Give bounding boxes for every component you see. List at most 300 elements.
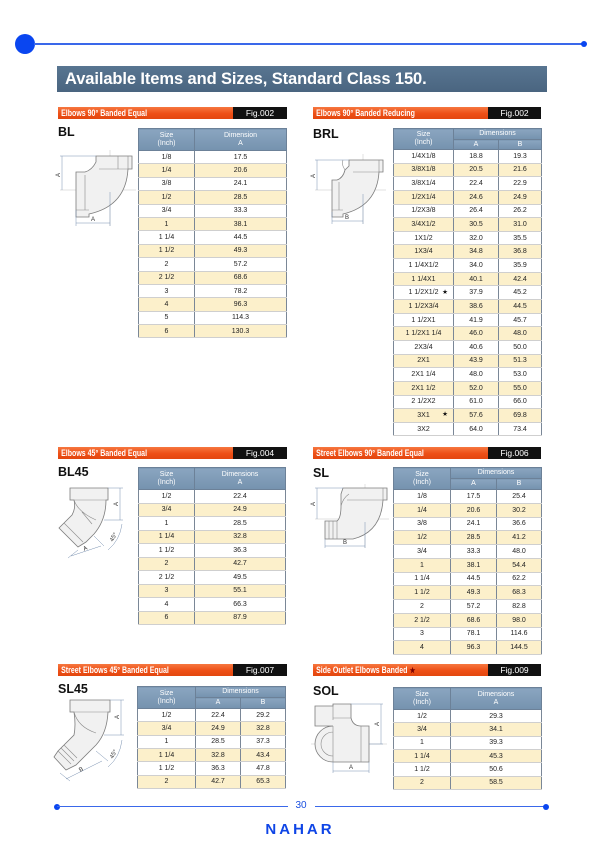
size-cell <box>139 217 195 230</box>
table-row <box>139 530 286 544</box>
dimension-a-cell: 44.5 <box>195 231 287 244</box>
dimension-header: Dimensions <box>196 687 286 698</box>
table-row <box>394 327 542 341</box>
size-cell <box>139 244 195 257</box>
dimension-header <box>195 468 286 490</box>
size-value: 1 1/2X3/4 <box>408 302 439 310</box>
size-cell <box>394 340 454 354</box>
dimension-a-cell: 24.9 <box>196 722 241 735</box>
dimension-label-a: A <box>375 721 381 727</box>
table-row <box>139 557 286 571</box>
table-row <box>394 368 542 382</box>
size-cell <box>394 572 451 586</box>
table-row <box>138 722 286 735</box>
dimension-a-cell: 49.3 <box>195 244 287 257</box>
dimension-a-cell: 24.1 <box>195 177 287 190</box>
section-title <box>313 107 488 119</box>
size-cell <box>394 763 451 776</box>
dimension-header-label: Dimensions <box>477 690 515 698</box>
size-cell <box>394 368 454 382</box>
size-value: 1/4 <box>417 506 427 514</box>
dimension-header <box>195 129 287 151</box>
size-value: 5 <box>164 314 169 322</box>
dimension-label-a: A <box>311 173 317 179</box>
section-title-text: Elbows 45° Banded Equal <box>61 448 148 458</box>
dimension-label-a: A <box>348 765 354 771</box>
table-row <box>394 204 542 218</box>
size-value: 3/8 <box>161 180 172 188</box>
table-row <box>139 311 287 324</box>
footer-rule-line <box>315 806 546 807</box>
size-cell <box>139 191 195 204</box>
size-header <box>139 129 195 151</box>
dimension-label-a: A <box>114 501 120 507</box>
table-row <box>139 490 286 504</box>
size-cell <box>139 544 195 558</box>
angle-label: 45° <box>109 532 120 543</box>
section-title <box>58 664 233 676</box>
table-row <box>394 736 542 749</box>
table-row <box>138 748 286 761</box>
table-row <box>394 286 542 300</box>
table-row <box>139 151 287 164</box>
size-cell <box>138 748 196 761</box>
dimension-a-cell: 38.6 <box>454 300 499 314</box>
table-row <box>139 164 287 177</box>
dimension-a-cell: 96.3 <box>451 641 497 655</box>
size-cell <box>394 381 454 395</box>
dimension-a-cell: 58.5 <box>451 776 542 789</box>
size-value: 3/4 <box>161 207 172 215</box>
table-row <box>138 709 286 722</box>
dimension-a-cell: 46.0 <box>454 327 499 341</box>
elbow-outline <box>76 156 132 217</box>
size-cell <box>139 571 195 585</box>
dimension-a-cell: 28.5 <box>195 191 287 204</box>
section-title-text: Street Elbows 45° Banded Equal <box>61 665 169 675</box>
dimension-a-cell: 43.9 <box>454 354 499 368</box>
table-row <box>394 545 542 559</box>
size-cell <box>394 558 451 572</box>
size-value: 1/2 <box>161 711 172 719</box>
size-value: 1 <box>420 739 424 747</box>
table-row <box>394 340 542 354</box>
dimension-header-label: Dimensions <box>221 470 259 478</box>
dimension-b-cell: 24.9 <box>499 190 542 204</box>
table-row <box>394 245 542 259</box>
dimension-a-cell: 78.1 <box>451 627 497 641</box>
dimension-a-cell: 24.6 <box>454 190 499 204</box>
size-value: 1/2X1/4 <box>411 193 436 201</box>
size-cell <box>139 325 195 338</box>
dimension-b-cell: 35.9 <box>499 259 542 273</box>
dimension-b-cell: 37.3 <box>241 735 286 748</box>
size-value: 3/4 <box>417 547 427 555</box>
table-row <box>394 776 542 789</box>
dimension-b-cell: 82.8 <box>497 600 542 614</box>
star-icon: ★ <box>442 288 448 296</box>
size-cell <box>139 284 195 297</box>
dimension-a-cell: 38.1 <box>195 217 287 230</box>
dimension-a-header: A <box>451 479 497 490</box>
size-value: 1/4 <box>161 167 172 175</box>
street-elbow-90-diagram <box>313 482 391 550</box>
size-cell <box>139 517 195 531</box>
size-cell <box>138 709 196 722</box>
dimension-b-cell: 114.6 <box>497 627 542 641</box>
table-row <box>394 313 542 327</box>
size-unit-label: (Inch) <box>157 478 176 486</box>
size-cell <box>139 204 195 217</box>
table-row <box>394 572 542 586</box>
dimension-b-header: B <box>241 698 286 709</box>
table-row <box>139 544 286 558</box>
dimension-a-cell: 17.5 <box>195 151 287 164</box>
dimension-a-cell: 42.7 <box>195 557 286 571</box>
dimension-b-cell: 43.4 <box>241 748 286 761</box>
dimension-b-cell: 32.8 <box>241 722 286 735</box>
size-value: 6 <box>164 614 169 622</box>
size-cell <box>139 258 195 271</box>
dimension-b-header: B <box>497 479 542 490</box>
dimension-a-cell: 32.8 <box>196 748 241 761</box>
product-code: BL <box>58 125 75 139</box>
size-value: 1 1/4 <box>414 752 430 760</box>
size-cell <box>139 151 195 164</box>
size-cell <box>394 272 454 286</box>
dimension-b-cell: 44.5 <box>499 300 542 314</box>
size-header-label: Size <box>159 689 174 697</box>
section-bar-sol <box>313 664 541 676</box>
size-value: 3X2 <box>417 425 430 433</box>
dimension-label-a: A <box>56 172 62 178</box>
size-header <box>394 129 454 150</box>
street-elbow-45-diagram <box>52 695 130 785</box>
dimension-a-cell: 68.6 <box>195 271 287 284</box>
table-row <box>139 503 286 517</box>
dimension-b-cell: 55.0 <box>499 381 542 395</box>
product-code: BRL <box>313 127 339 141</box>
size-cell <box>138 775 196 788</box>
dimension-a-cell: 64.0 <box>454 422 499 436</box>
size-value: 1 1/4X1/2 <box>408 261 439 269</box>
section-bar-brl <box>313 107 541 119</box>
size-cell <box>139 164 195 177</box>
size-value: 1/2 <box>161 193 172 201</box>
size-value: 1 <box>164 220 169 228</box>
table-row <box>139 177 287 190</box>
dimension-table-sol <box>393 687 542 790</box>
dimension-a-cell: 49.3 <box>451 586 497 600</box>
dimension-a-header: A <box>238 139 243 147</box>
dimension-a-cell: 17.5 <box>451 490 497 504</box>
table-row <box>394 710 542 723</box>
size-cell <box>394 150 454 164</box>
dimension-a-cell: 44.5 <box>451 572 497 586</box>
size-value: 3/4 <box>161 506 172 514</box>
dimension-b-cell: 19.3 <box>499 150 542 164</box>
size-cell <box>139 584 195 598</box>
size-value: 1 1/4 <box>158 234 175 242</box>
section-bar-sl45 <box>58 664 287 676</box>
size-value: 1 1/2 <box>158 247 175 255</box>
size-value: 4 <box>164 600 169 608</box>
table-row <box>394 422 542 436</box>
dimension-b-cell: 22.9 <box>499 177 542 191</box>
dimension-a-cell: 42.7 <box>196 775 241 788</box>
dimension-a-cell: 39.3 <box>451 736 542 749</box>
size-value: 1/2 <box>417 712 427 720</box>
table-row <box>394 586 542 600</box>
size-value: 4 <box>420 644 424 652</box>
footer-rule-line <box>57 806 288 807</box>
table-row <box>394 749 542 762</box>
dimension-b-cell: 65.3 <box>241 775 286 788</box>
dimension-b-cell: 47.8 <box>241 762 286 775</box>
size-value: 1 1/2 <box>158 764 175 772</box>
dimension-table-brl <box>393 128 542 436</box>
table-row <box>394 613 542 627</box>
size-cell <box>394 177 454 191</box>
table-row <box>139 217 287 230</box>
size-header <box>139 468 195 490</box>
table-row <box>394 409 542 423</box>
dimension-header-label: Dimension <box>223 131 258 139</box>
size-value: 1 <box>164 519 169 527</box>
table-row <box>394 259 542 273</box>
size-cell <box>394 231 454 245</box>
table-row <box>394 558 542 572</box>
table-row <box>139 584 286 598</box>
size-value: 1 1/4X1 <box>411 275 436 283</box>
size-unit-label: (Inch) <box>413 698 431 706</box>
dimension-a-cell: 20.6 <box>451 503 497 517</box>
dimension-b-cell: 36.8 <box>499 245 542 259</box>
dimension-b-cell: 66.0 <box>499 395 542 409</box>
size-value: 3 <box>164 587 169 595</box>
size-value: 2 <box>164 778 169 786</box>
section-title <box>313 664 488 676</box>
size-header <box>394 468 451 490</box>
table-row <box>394 381 542 395</box>
section-title <box>313 447 488 459</box>
dimension-label-a: A <box>90 217 96 223</box>
size-cell <box>394 286 454 300</box>
dimension-b-cell: 31.0 <box>499 218 542 232</box>
dimension-a-cell: 33.3 <box>195 204 287 217</box>
dimension-a-cell: 34.1 <box>451 723 542 736</box>
size-cell <box>394 749 451 762</box>
size-value: 1 1/2 <box>414 589 430 597</box>
size-cell <box>394 627 451 641</box>
dimension-label-a: A <box>311 501 317 507</box>
table-row <box>139 244 287 257</box>
figure-number: Fig.006 <box>488 447 541 459</box>
dimension-a-cell: 36.3 <box>195 544 286 558</box>
size-header <box>138 687 196 709</box>
table-row <box>394 503 542 517</box>
table-row <box>394 354 542 368</box>
elbow-outline <box>332 160 383 217</box>
size-value: 1X3/4 <box>414 248 433 256</box>
table-row <box>394 641 542 655</box>
size-cell <box>139 490 195 504</box>
dimension-a-header: A <box>237 478 243 486</box>
dimension-a-cell: 57.2 <box>451 600 497 614</box>
size-value: 3/4 <box>161 724 172 732</box>
size-value: 2 <box>164 260 169 268</box>
table-row <box>394 150 542 164</box>
dimension-b-cell: 45.7 <box>499 313 542 327</box>
size-cell <box>138 762 196 775</box>
elbow-90-equal-diagram <box>58 148 138 230</box>
size-cell <box>394 586 451 600</box>
table-row <box>139 325 287 338</box>
size-cell <box>394 218 454 232</box>
dimension-b-cell: 29.2 <box>241 709 286 722</box>
dimension-a-cell: 32.8 <box>195 530 286 544</box>
dimension-a-cell: 28.5 <box>451 531 497 545</box>
table-row <box>139 231 287 244</box>
table-row <box>394 231 542 245</box>
dimension-a-cell: 26.4 <box>454 204 499 218</box>
size-unit-label: (Inch) <box>414 139 433 146</box>
section-bar-sl <box>313 447 541 459</box>
table-row <box>139 204 287 217</box>
dimension-b-cell: 54.4 <box>497 558 542 572</box>
product-code: SL <box>313 466 329 480</box>
size-cell <box>139 231 195 244</box>
dimension-b-cell: 62.2 <box>497 572 542 586</box>
size-value: 6 <box>164 327 169 335</box>
top-rule-end-dot <box>581 41 587 47</box>
dimension-a-cell: 28.5 <box>195 517 286 531</box>
size-cell <box>394 723 451 736</box>
dimension-a-cell: 55.1 <box>195 584 286 598</box>
size-value: 1/2 <box>417 534 427 542</box>
table-row <box>394 272 542 286</box>
size-cell <box>394 300 454 314</box>
dimension-b-cell: 42.4 <box>499 272 542 286</box>
angle-label: 45° <box>109 749 120 760</box>
dimension-a-cell: 114.3 <box>195 311 287 324</box>
dimension-label-a: A <box>115 714 121 720</box>
size-unit-label: (Inch) <box>413 478 431 486</box>
size-cell <box>139 530 195 544</box>
page-number: 30 <box>295 800 307 811</box>
page-title: Available Items and Sizes, Standard Class 150. <box>65 70 427 88</box>
size-value: 4 <box>164 300 169 308</box>
title-banner <box>57 66 547 92</box>
dimension-a-cell: 68.6 <box>451 613 497 627</box>
elbow-90-reducing-diagram <box>313 152 388 227</box>
size-header-label: Size <box>416 131 431 138</box>
size-cell <box>139 598 195 612</box>
table-row <box>394 177 542 191</box>
star-icon: ★ <box>409 666 416 675</box>
dimension-b-cell: 45.2 <box>499 286 542 300</box>
size-cell <box>394 259 454 273</box>
size-value: 1 1/2X1/2 <box>408 289 439 297</box>
size-cell <box>394 313 454 327</box>
figure-number: Fig.004 <box>233 447 287 459</box>
top-bullet-dot <box>15 34 35 54</box>
size-value: 3X1 <box>417 411 430 419</box>
table-row <box>394 300 542 314</box>
size-cell <box>139 177 195 190</box>
dimension-table-bl <box>138 128 287 338</box>
dimension-b-cell: 98.0 <box>497 613 542 627</box>
section-title-text: Street Elbows 90° Banded Equal <box>316 448 424 458</box>
dimension-b-cell: 30.2 <box>497 503 542 517</box>
dimension-a-cell: 20.5 <box>454 163 499 177</box>
table-row <box>394 190 542 204</box>
dimension-label-a: A <box>82 545 89 553</box>
dimension-b-cell: 69.8 <box>499 409 542 423</box>
table-row <box>139 517 286 531</box>
figure-number: Fig.009 <box>488 664 541 676</box>
dimension-label-b: B <box>342 540 348 546</box>
brand-logo: NAHAR <box>265 821 335 838</box>
size-cell <box>394 531 451 545</box>
size-header <box>394 688 451 710</box>
size-value: 3/8X1/4 <box>411 180 436 188</box>
size-cell <box>138 735 196 748</box>
size-cell <box>139 311 195 324</box>
table-row <box>139 598 286 612</box>
size-cell <box>394 600 451 614</box>
dimension-b-cell: 73.4 <box>499 422 542 436</box>
size-cell <box>139 298 195 311</box>
dimension-a-cell: 34.0 <box>454 259 499 273</box>
dimension-label-b: B <box>78 766 85 774</box>
side-outlet-elbow-diagram <box>311 700 389 775</box>
size-value: 1 1/2X1 1/4 <box>405 330 442 338</box>
dimension-b-cell: 50.0 <box>499 340 542 354</box>
size-header-label: Size <box>159 470 174 478</box>
dimension-b-cell: 21.6 <box>499 163 542 177</box>
size-value: 2X3/4 <box>414 343 433 351</box>
dimension-table-sl45 <box>137 686 286 789</box>
dimension-table-sl <box>393 467 542 655</box>
dimension-b-cell: 144.5 <box>497 641 542 655</box>
table-row <box>394 218 542 232</box>
table-row <box>394 395 542 409</box>
size-cell <box>394 517 451 531</box>
size-value: 2 1/2 <box>414 616 430 624</box>
size-cell <box>394 409 454 423</box>
size-value: 2X1 <box>417 357 430 365</box>
dimension-b-cell: 35.5 <box>499 231 542 245</box>
table-row <box>138 775 286 788</box>
dimension-b-header: B <box>499 140 542 150</box>
elbow-outline <box>59 488 108 547</box>
size-value: 2 1/2 <box>158 274 175 282</box>
section-bar-bl <box>58 107 287 119</box>
dimension-header: Dimensions <box>451 468 542 479</box>
size-header-label: Size <box>415 470 429 478</box>
dimension-table-bl45 <box>138 467 286 625</box>
size-cell <box>394 613 451 627</box>
size-value: 2X1 1/4 <box>411 371 436 379</box>
table-row <box>394 490 542 504</box>
dimension-a-header: A <box>493 698 499 706</box>
footer-rule-end-dot <box>543 804 549 810</box>
size-cell <box>139 611 195 625</box>
table-row <box>139 298 287 311</box>
dimension-a-cell: 22.4 <box>195 490 286 504</box>
dimension-header <box>451 688 542 710</box>
